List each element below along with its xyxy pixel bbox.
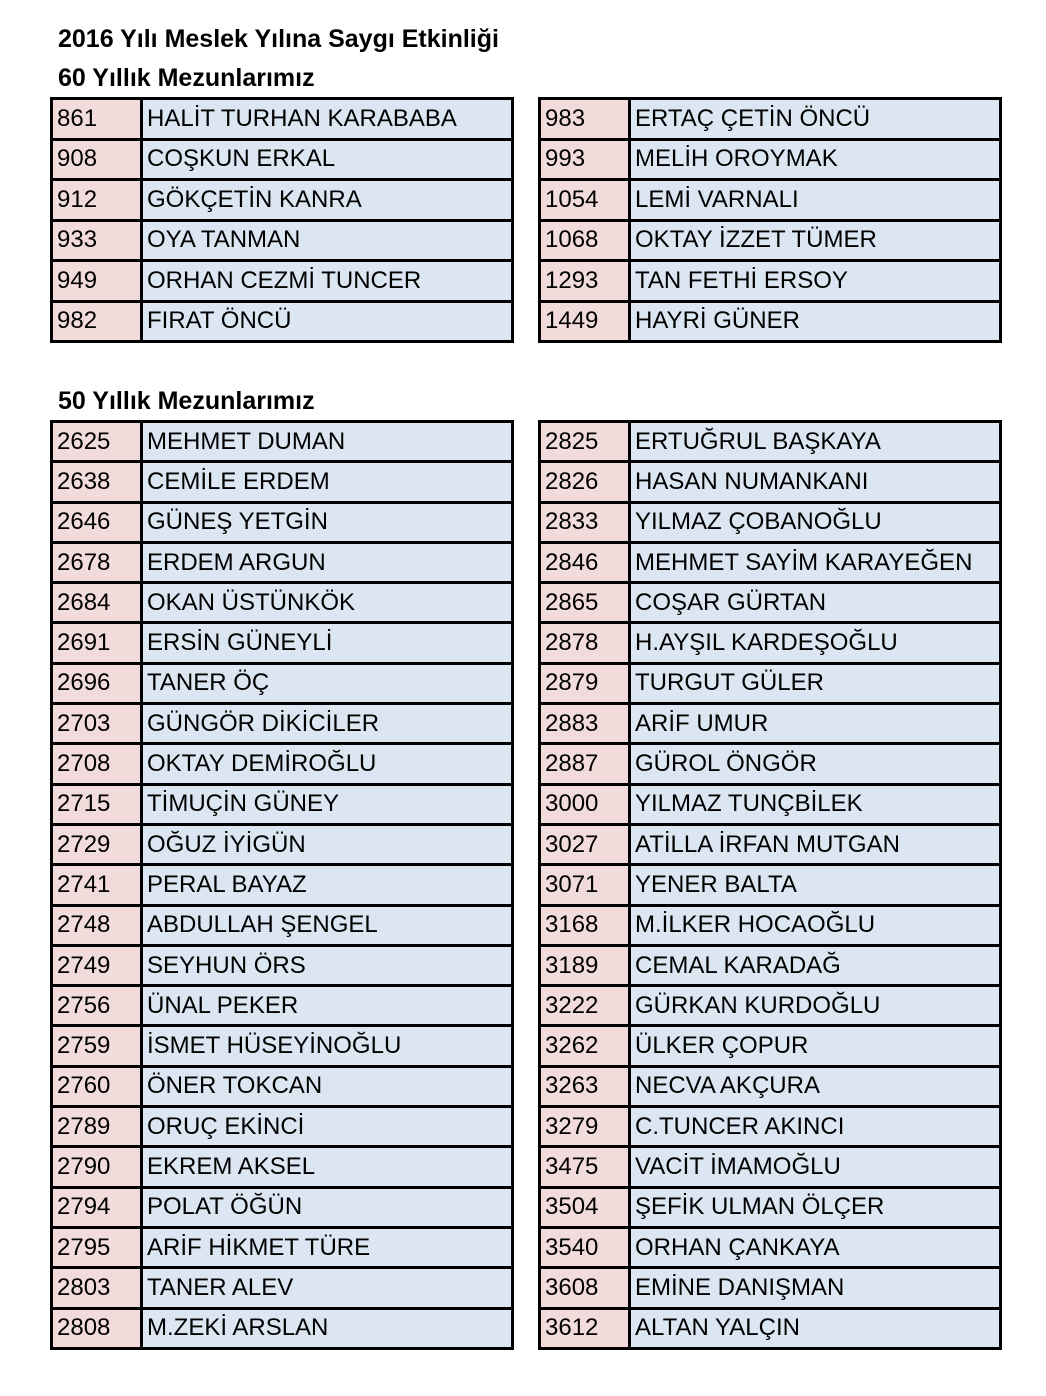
graduate-number: 2696	[52, 663, 142, 703]
graduate-name: OKTAY DEMİROĞLU	[142, 744, 513, 784]
graduate-number: 3263	[540, 1066, 630, 1106]
graduate-number: 3189	[540, 945, 630, 985]
graduate-name: EMİNE DANIŞMAN	[630, 1268, 1001, 1308]
graduate-number: 2808	[52, 1308, 142, 1348]
graduates-60-table-right	[538, 97, 1002, 343]
graduate-number: 2865	[540, 583, 630, 623]
event-title: 2016 Yılı Meslek Yılına Saygı Etkinliği	[58, 25, 499, 53]
graduate-name: YENER BALTA	[630, 865, 1001, 905]
table-row	[52, 422, 513, 462]
graduate-name: ÜNAL PEKER	[142, 986, 513, 1026]
table-row	[540, 1268, 1001, 1308]
graduate-name: MELİH OROYMAK	[630, 139, 1001, 180]
graduates-50-table-right	[538, 420, 1002, 1350]
table-row	[540, 1066, 1001, 1106]
graduate-number: 2833	[540, 502, 630, 542]
graduate-name: ÜLKER ÇOPUR	[630, 1026, 1001, 1066]
graduate-number: 2678	[52, 542, 142, 582]
section-60-title: 60 Yıllık Mezunlarımız	[58, 64, 315, 92]
table-row	[540, 261, 1001, 302]
graduate-name: NECVA AKÇURA	[630, 1066, 1001, 1106]
table-row	[540, 583, 1001, 623]
graduate-number: 2708	[52, 744, 142, 784]
graduate-name: GÜNEŞ YETGİN	[142, 502, 513, 542]
graduate-number: 2703	[52, 704, 142, 744]
table-row	[540, 422, 1001, 462]
graduate-number: 983	[540, 99, 630, 140]
table-row	[52, 220, 513, 261]
table-row	[540, 744, 1001, 784]
graduate-number: 2715	[52, 784, 142, 824]
graduate-number: 2625	[52, 422, 142, 462]
graduate-name: ORUÇ EKİNCİ	[142, 1107, 513, 1147]
table-row	[52, 744, 513, 784]
graduate-number: 1449	[540, 301, 630, 342]
table-row	[540, 1107, 1001, 1147]
graduate-name: CEMİLE ERDEM	[142, 462, 513, 502]
graduate-name: TURGUT GÜLER	[630, 663, 1001, 703]
table-row	[540, 1147, 1001, 1187]
table-row	[540, 905, 1001, 945]
graduate-name: H.AYŞIL KARDEŞOĞLU	[630, 623, 1001, 663]
graduates-50-table-left	[50, 420, 514, 1350]
graduate-number: 993	[540, 139, 630, 180]
graduate-name: ARİF HİKMET TÜRE	[142, 1227, 513, 1267]
graduate-name: ÖNER TOKCAN	[142, 1066, 513, 1106]
graduate-number: 2826	[540, 462, 630, 502]
graduate-number: 2729	[52, 824, 142, 864]
table-row	[52, 261, 513, 302]
table-row	[540, 1227, 1001, 1267]
graduate-name: M.İLKER HOCAOĞLU	[630, 905, 1001, 945]
graduate-name: HALİT TURHAN KARABABA	[142, 99, 513, 140]
table-row	[52, 1026, 513, 1066]
graduate-name: OKAN ÜSTÜNKÖK	[142, 583, 513, 623]
graduate-name: TANER ÖÇ	[142, 663, 513, 703]
graduate-number: 2749	[52, 945, 142, 985]
graduate-name: İSMET HÜSEYİNOĞLU	[142, 1026, 513, 1066]
graduate-name: YILMAZ TUNÇBİLEK	[630, 784, 1001, 824]
graduate-number: 3540	[540, 1227, 630, 1267]
graduate-name: ERTAÇ ÇETİN ÖNCÜ	[630, 99, 1001, 140]
section-50-title: 50 Yıllık Mezunlarımız	[58, 387, 315, 415]
table-row	[52, 1268, 513, 1308]
table-row	[52, 301, 513, 342]
graduate-name: ŞEFİK ULMAN ÖLÇER	[630, 1187, 1001, 1227]
graduate-number: 2795	[52, 1227, 142, 1267]
table-row	[52, 180, 513, 221]
graduate-name: OKTAY İZZET TÜMER	[630, 220, 1001, 261]
table-row	[540, 301, 1001, 342]
table-row	[52, 1147, 513, 1187]
graduate-name: OĞUZ İYİGÜN	[142, 824, 513, 864]
table-row	[52, 542, 513, 582]
table-row	[52, 945, 513, 985]
table-row	[540, 220, 1001, 261]
table-row	[540, 704, 1001, 744]
graduate-name: ORHAN CEZMİ TUNCER	[142, 261, 513, 302]
table-row	[540, 865, 1001, 905]
graduate-number: 2741	[52, 865, 142, 905]
graduate-name: CEMAL KARADAĞ	[630, 945, 1001, 985]
table-row	[52, 1066, 513, 1106]
table-row	[540, 784, 1001, 824]
graduate-number: 2760	[52, 1066, 142, 1106]
graduate-number: 2803	[52, 1268, 142, 1308]
table-row	[52, 905, 513, 945]
table-row	[540, 99, 1001, 140]
graduate-name: C.TUNCER AKINCI	[630, 1107, 1001, 1147]
graduate-number: 2756	[52, 986, 142, 1026]
table-row	[52, 784, 513, 824]
graduate-number: 3279	[540, 1107, 630, 1147]
graduate-number: 2759	[52, 1026, 142, 1066]
table-row	[540, 945, 1001, 985]
table-row	[540, 824, 1001, 864]
table-row	[52, 704, 513, 744]
table-row	[52, 663, 513, 703]
graduate-name: HAYRİ GÜNER	[630, 301, 1001, 342]
graduate-name: COŞAR GÜRTAN	[630, 583, 1001, 623]
graduate-name: COŞKUN ERKAL	[142, 139, 513, 180]
graduate-number: 2879	[540, 663, 630, 703]
graduate-number: 861	[52, 99, 142, 140]
graduate-number: 3504	[540, 1187, 630, 1227]
graduate-name: HASAN NUMANKANI	[630, 462, 1001, 502]
graduate-number: 949	[52, 261, 142, 302]
table-row	[52, 462, 513, 502]
graduate-number: 3608	[540, 1268, 630, 1308]
graduate-name: GÜNGÖR DİKİCİLER	[142, 704, 513, 744]
graduate-number: 982	[52, 301, 142, 342]
graduate-number: 912	[52, 180, 142, 221]
graduate-name: TİMUÇİN GÜNEY	[142, 784, 513, 824]
graduate-number: 1068	[540, 220, 630, 261]
graduate-name: ORHAN ÇANKAYA	[630, 1227, 1001, 1267]
graduate-name: ERDEM ARGUN	[142, 542, 513, 582]
table-row	[52, 1227, 513, 1267]
table-row	[540, 139, 1001, 180]
graduate-number: 3262	[540, 1026, 630, 1066]
graduate-number: 2883	[540, 704, 630, 744]
graduate-number: 3027	[540, 824, 630, 864]
table-row	[52, 623, 513, 663]
graduate-name: EKREM AKSEL	[142, 1147, 513, 1187]
graduate-number: 2638	[52, 462, 142, 502]
graduate-number: 2790	[52, 1147, 142, 1187]
graduate-number: 2794	[52, 1187, 142, 1227]
graduate-name: ERSİN GÜNEYLİ	[142, 623, 513, 663]
graduate-name: GÜROL ÖNGÖR	[630, 744, 1001, 784]
table-row	[52, 865, 513, 905]
graduate-name: FIRAT ÖNCÜ	[142, 301, 513, 342]
graduate-number: 1054	[540, 180, 630, 221]
graduate-name: ERTUĞRUL BAŞKAYA	[630, 422, 1001, 462]
graduate-name: YILMAZ ÇOBANOĞLU	[630, 502, 1001, 542]
graduate-name: MEHMET SAYİM KARAYEĞEN	[630, 542, 1001, 582]
graduate-name: LEMİ VARNALI	[630, 180, 1001, 221]
graduate-number: 3071	[540, 865, 630, 905]
graduate-number: 3168	[540, 905, 630, 945]
table-row	[52, 1187, 513, 1227]
graduates-60-table-left	[50, 97, 514, 343]
table-row	[540, 1026, 1001, 1066]
graduate-number: 2691	[52, 623, 142, 663]
graduate-number: 2887	[540, 744, 630, 784]
table-row	[540, 623, 1001, 663]
graduate-name: GÖKÇETİN KANRA	[142, 180, 513, 221]
graduate-number: 2789	[52, 1107, 142, 1147]
table-row	[52, 139, 513, 180]
graduate-number: 3000	[540, 784, 630, 824]
graduate-name: PERAL BAYAZ	[142, 865, 513, 905]
graduate-name: MEHMET DUMAN	[142, 422, 513, 462]
table-row	[540, 180, 1001, 221]
graduate-number: 1293	[540, 261, 630, 302]
graduate-number: 2878	[540, 623, 630, 663]
graduate-name: OYA TANMAN	[142, 220, 513, 261]
graduate-number: 2846	[540, 542, 630, 582]
graduate-number: 908	[52, 139, 142, 180]
graduate-number: 2748	[52, 905, 142, 945]
table-row	[52, 99, 513, 140]
table-row	[52, 986, 513, 1026]
table-row	[540, 462, 1001, 502]
table-row	[52, 1107, 513, 1147]
graduate-name: VACİT İMAMOĞLU	[630, 1147, 1001, 1187]
table-row	[540, 502, 1001, 542]
graduate-number: 3612	[540, 1308, 630, 1348]
table-row	[540, 663, 1001, 703]
table-row	[52, 824, 513, 864]
graduate-number: 3222	[540, 986, 630, 1026]
graduate-name: ALTAN YALÇIN	[630, 1308, 1001, 1348]
graduate-number: 2825	[540, 422, 630, 462]
table-row	[540, 1187, 1001, 1227]
graduate-number: 2646	[52, 502, 142, 542]
graduate-number: 2684	[52, 583, 142, 623]
table-row	[52, 1308, 513, 1348]
graduate-number: 3475	[540, 1147, 630, 1187]
graduate-number: 933	[52, 220, 142, 261]
graduate-name: ABDULLAH ŞENGEL	[142, 905, 513, 945]
table-row	[52, 502, 513, 542]
graduate-name: TANER ALEV	[142, 1268, 513, 1308]
graduate-name: GÜRKAN KURDOĞLU	[630, 986, 1001, 1026]
table-row	[540, 986, 1001, 1026]
table-row	[540, 1308, 1001, 1348]
graduate-name: TAN FETHİ ERSOY	[630, 261, 1001, 302]
graduate-name: ATİLLA İRFAN MUTGAN	[630, 824, 1001, 864]
table-row	[52, 583, 513, 623]
graduate-name: POLAT ÖĞÜN	[142, 1187, 513, 1227]
graduate-name: SEYHUN ÖRS	[142, 945, 513, 985]
graduate-name: ARİF UMUR	[630, 704, 1001, 744]
graduate-name: M.ZEKİ ARSLAN	[142, 1308, 513, 1348]
table-row	[540, 542, 1001, 582]
